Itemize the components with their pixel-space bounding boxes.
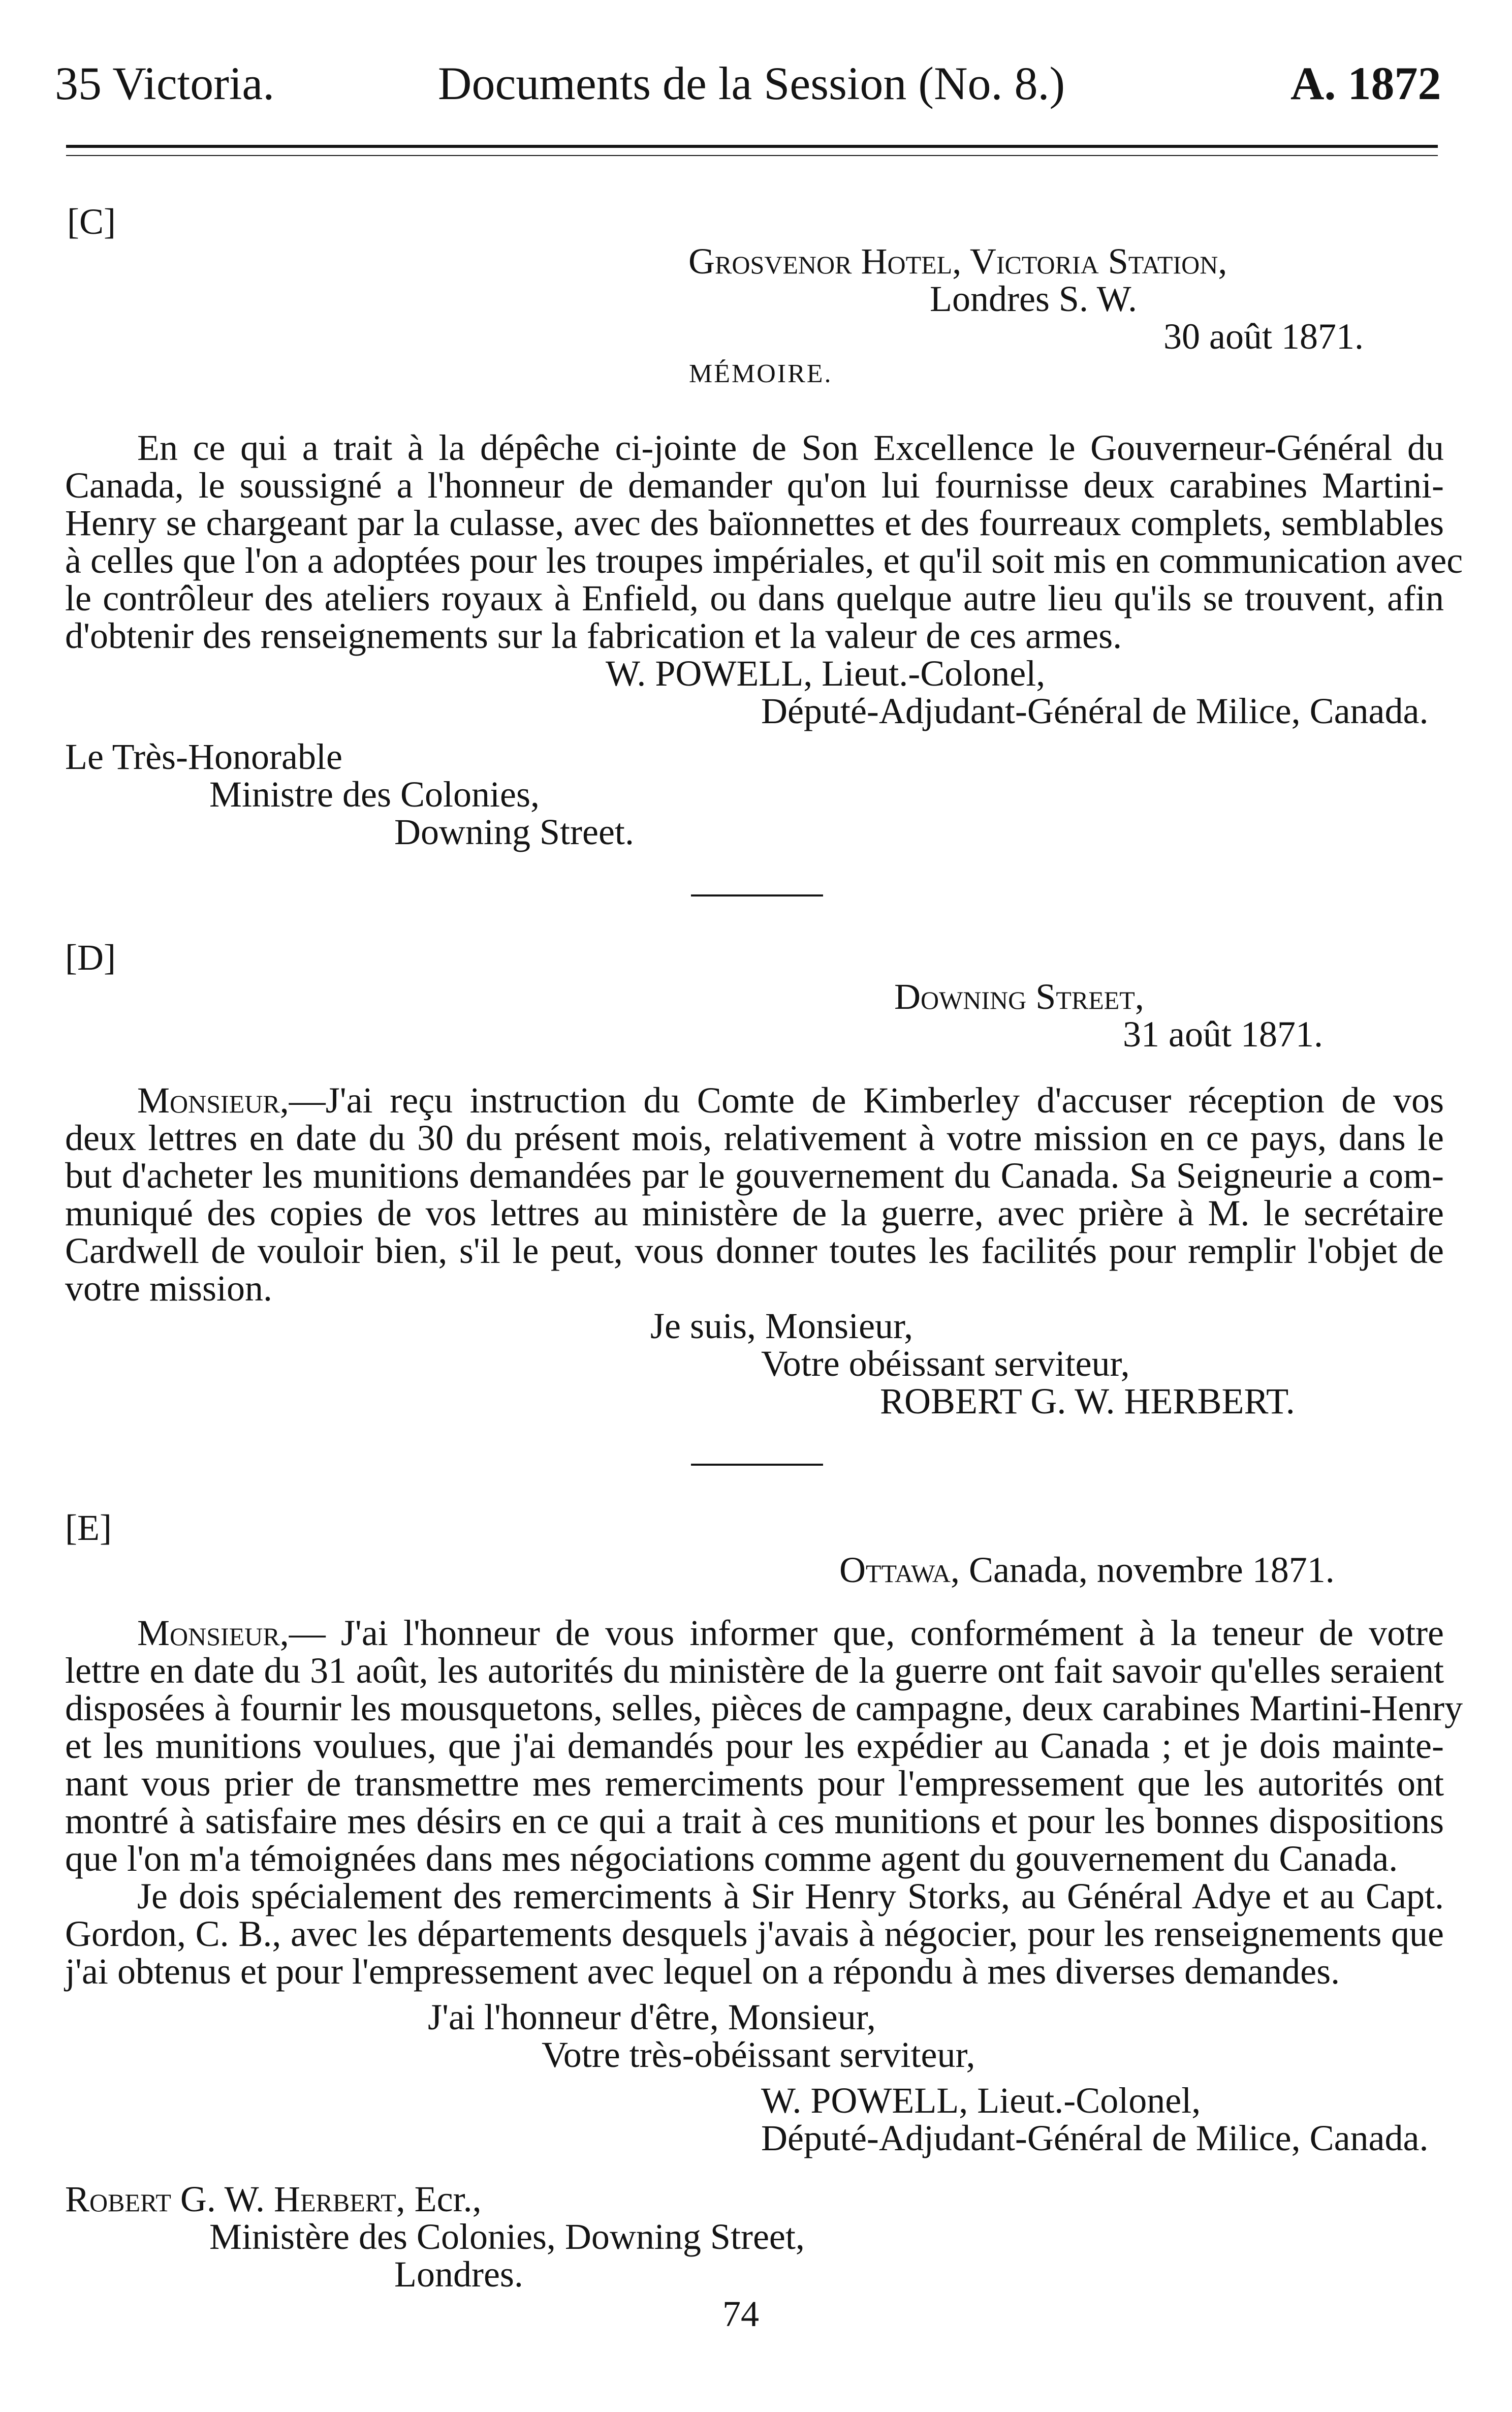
section-c-address-line1: Grosvenor Hotel, Victoria Station,	[688, 241, 1227, 282]
section-e-body-line: montré à satisfaire mes désirs en ce qui a trait à ces munitions et pour les bonnes dispositions	[65, 1801, 1444, 1841]
section-e-body-first-line	[137, 1615, 1444, 1651]
section-d-closing-line: Votre obéissant serviteur,	[761, 1343, 1130, 1384]
section-c-heading: MÉMOIRE.	[689, 359, 833, 388]
section-e-body-para2-last: j'ai obtenus et pour l'empressement avec lequel on a répondu à mes diverses demandes.	[65, 1951, 1340, 1992]
section-c-address-line2: Londres S. W.	[930, 279, 1138, 319]
section-d-body-line: but d'acheter les munitions demandées par le gouvernement du Canada. Sa Seigneurie a com-	[65, 1155, 1444, 1196]
section-d-body-line: muniqué des copies de vos lettres au ministère de la guerre, avec prière à M. le secrétaire	[65, 1193, 1444, 1233]
section-d-date: 31 août 1871.	[1123, 1014, 1323, 1055]
section-e-closing-line: J'ai l'honneur d'être, Monsieur,	[428, 1997, 876, 2037]
section-e-dateline	[839, 1552, 1335, 1588]
section-c-signature-name: W. POWELL, Lieut.-Colonel,	[606, 653, 1046, 694]
section-d-body-line: Cardwell de vouloir bien, s'il le peut, vous donner toutes les facilités pour remplir l'objet de	[65, 1230, 1444, 1271]
section-e-body-para2-line: Gordon, C. B., avec les départements desquels j'avais à négocier, pour les renseignements que	[65, 1913, 1444, 1954]
header-session-year: 35 Victoria.	[55, 57, 275, 109]
section-e-signature-title: Député-Adjudant-Général de Milice, Canada.	[761, 2118, 1429, 2158]
section-e-body-first-line-text: — J'ai l'honneur de vous informer que, conformément à la teneur de votre	[289, 1613, 1444, 1653]
section-d-body-line: deux lettres en date du 30 du présent mois, relativement à votre mission en ce pays, dans le	[65, 1118, 1444, 1158]
section-divider	[691, 894, 823, 896]
section-e-signature-name: W. POWELL, Lieut.-Colonel,	[761, 2080, 1201, 2121]
section-d-body-last-line: votre mission.	[65, 1268, 272, 1309]
section-e-body-line: nant vous prier de transmettre mes remerciments pour l'empressement que les autorités ont	[65, 1763, 1444, 1804]
section-d-salutation: Monsieur,	[137, 1080, 289, 1121]
section-e-body-line: disposées à fournir les mousquetons, selles, pièces de campagne, deux carabines Martini-Henry	[65, 1688, 1463, 1728]
section-e-addressee-line	[65, 2181, 482, 2217]
header-document-title: Documents de la Session (No. 8.)	[438, 57, 1065, 109]
section-d-body-first-line	[137, 1082, 1444, 1119]
section-c-addressee-line: Ministre des Colonies,	[209, 774, 540, 815]
section-e-body-para2-line: Je dois spécialement des remerciments à Sir Henry Storks, au Général Adye et au Capt.	[137, 1876, 1444, 1916]
page-number: 74	[722, 2294, 759, 2334]
section-c-body-line: le contrôleur des ateliers royaux à Enfield, ou dans quelque autre lieu qu'ils se trouvent, afin	[65, 578, 1444, 619]
section-c-addressee-line: Downing Street.	[394, 812, 634, 852]
header-rule-thin	[66, 155, 1438, 156]
section-e-place: Ottawa	[839, 1550, 951, 1590]
section-e-marker: [E]	[65, 1507, 112, 1548]
header-rule-thick	[66, 145, 1438, 148]
section-c-body-line: Canada, le soussigné a l'honneur de demander qu'on lui fournisse deux carabines Martini-	[65, 465, 1444, 506]
section-e-body-para1-last: que l'on m'a témoignées dans mes négociations comme agent du gouvernement du Canada.	[65, 1838, 1398, 1879]
section-e-salutation: Monsieur,	[137, 1613, 289, 1653]
section-e-closing-line: Votre très-obéissant serviteur,	[542, 2034, 975, 2075]
section-e-body-line: et les munitions voulues, que j'ai demandés pour les expédier au Canada ; et je dois mainte-	[65, 1725, 1444, 1766]
section-divider	[691, 1464, 823, 1466]
section-c-signature-title: Député-Adjudant-Général de Milice, Canada.	[761, 691, 1429, 731]
section-e-body-line: lettre en date du 31 août, les autorités du ministère de la guerre ont fait savoir qu'elles seraient	[65, 1650, 1444, 1691]
section-e-addressee-name: Robert G. W. Herbert	[65, 2179, 396, 2219]
section-c-marker: [C]	[67, 201, 116, 242]
section-d-place: Downing Street,	[894, 976, 1144, 1017]
section-e-addressee-line: Londres.	[394, 2254, 523, 2295]
section-d-body-first-line-text: —J'ai reçu instruction du Comte de Kimberley d'accuser réception de vos	[289, 1080, 1444, 1121]
section-c-body-line: Henry se chargeant par la culasse, avec des baïonnettes et des fourreaux complets, semblables	[65, 503, 1444, 543]
section-e-addressee-honorific: , Ecr.,	[396, 2179, 482, 2219]
header-year: A. 1872	[1290, 57, 1441, 109]
section-c-body-line: En ce qui a trait à la dépêche ci-jointe de Son Excellence le Gouverneur-Général du	[137, 427, 1444, 468]
section-c-date: 30 août 1871.	[1163, 316, 1364, 357]
section-e-addressee-line: Ministère des Colonies, Downing Street,	[209, 2216, 805, 2257]
section-d-signature: ROBERT G. W. HERBERT.	[880, 1381, 1295, 1421]
section-d-marker: [D]	[65, 937, 116, 978]
section-d-closing-line: Je suis, Monsieur,	[650, 1306, 914, 1346]
section-c-body-line: d'obtenir des renseignements sur la fabrication et la valeur de ces armes.	[65, 615, 1122, 656]
section-c-addressee-line: Le Très-Honorable	[65, 736, 342, 777]
section-c-body-line: à celles que l'on a adoptées pour les troupes impériales, et qu'il soit mis en communication avec	[65, 540, 1463, 581]
section-e-date: , Canada, novembre 1871.	[950, 1550, 1335, 1590]
